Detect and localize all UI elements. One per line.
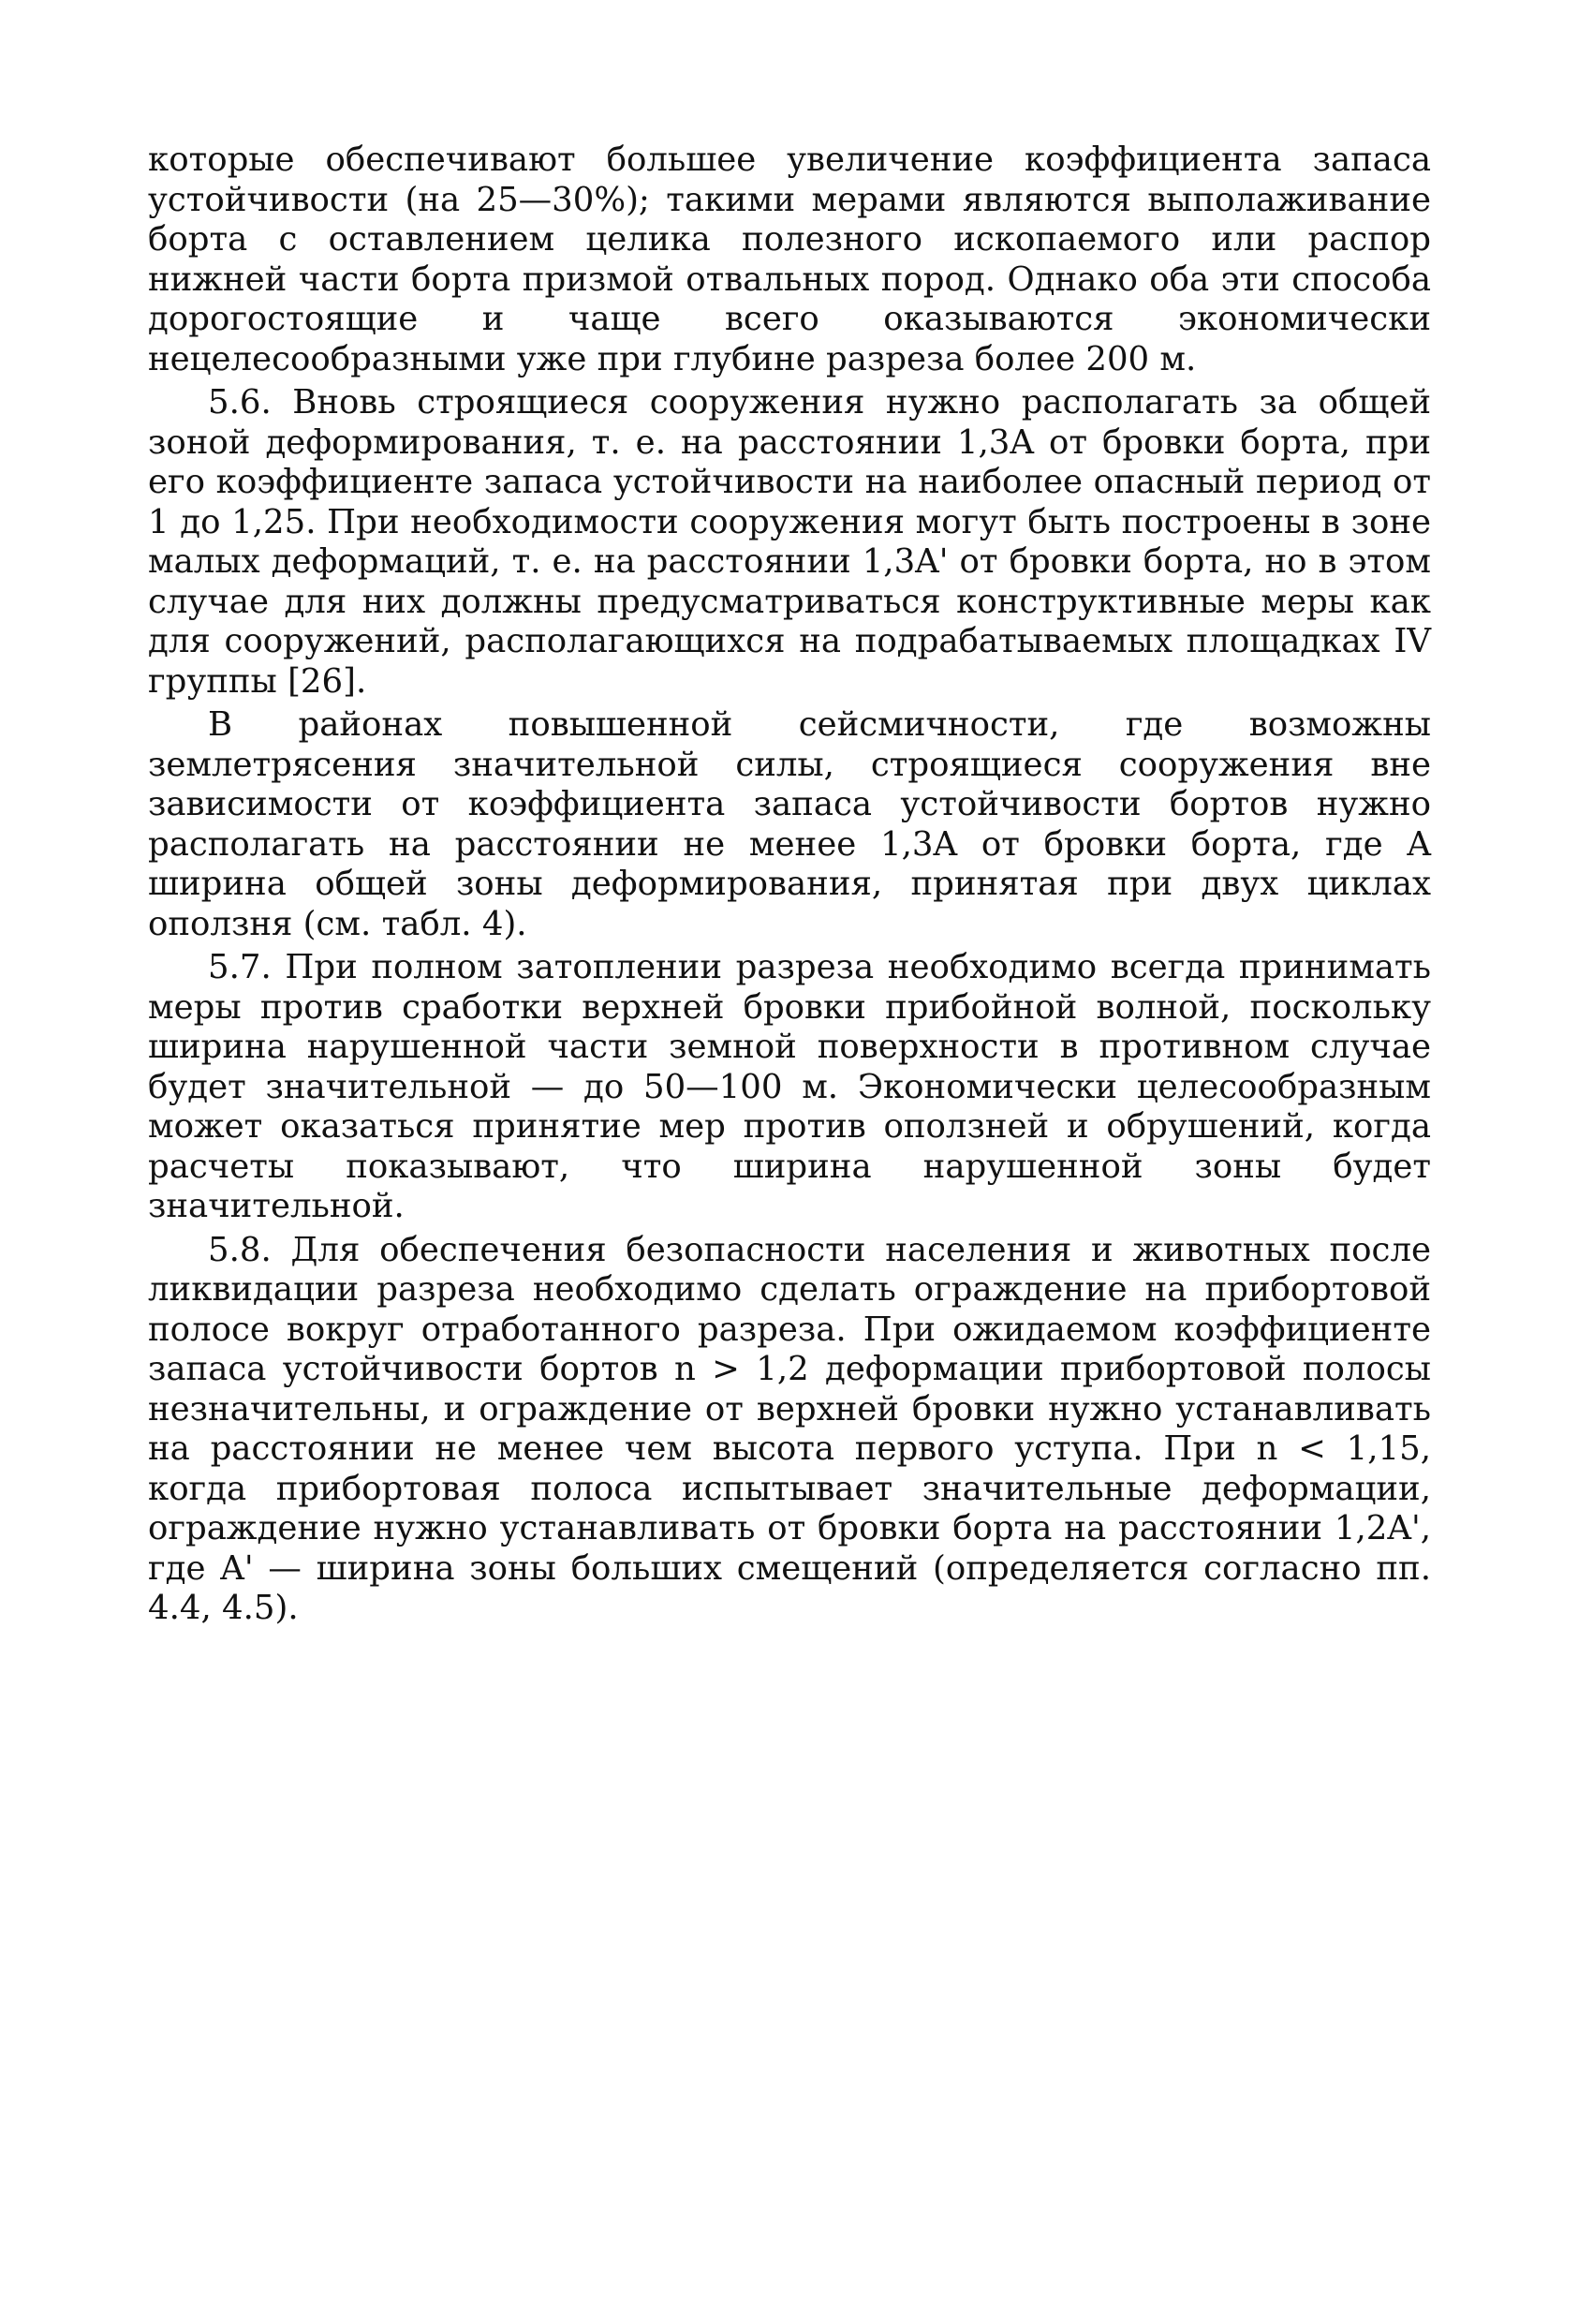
paragraph-5-7: 5.7. При полном затоплении разреза необходимо всегда принимать меры против сработки верхней бровки прибойной волной, поскольку ширина нарушенной части земной поверхности в противном случае будет значительной — до 50—100 м. Экономически целесообразным может оказаться принятие мер против оползней и обрушений, когда расчеты показывают, что ширина нарушенной зоны будет значительной. bbox=[148, 948, 1431, 1225]
paragraph-continuation: которые обеспечивают большее увеличение коэффициента запаса устойчивости (на 25—30%); такими мерами являются выполаживание борта с оставлением целика полезного ископаемого или распор нижней части борта призмой отвальных пород. Однако оба эти способа дорогостоящие и чаще всего оказываются экономически нецелесообразными уже при глубине разреза более 200 м. bbox=[148, 141, 1431, 378]
paragraph-5-6: 5.6. Вновь строящиеся сооружения нужно располагать за общей зоной деформирования, т. е. на расстоянии 1,3A от бровки борта, при его коэффициенте запаса устойчивости на наиболее опасный период от 1 до 1,25. При необходимости сооружения могут быть построены в зоне малых деформаций, т. е. на расстоянии 1,3A' от бровки борта, но в этом случае для них должны предусматриваться конструктивные меры как для сооружений, располагающихся на подрабатываемых площадках IV группы [26]. bbox=[148, 383, 1431, 701]
document-page bbox=[148, 141, 1431, 1629]
paragraph-seismic: В районах повышенной сейсмичности, где возможны землетрясения значительной силы, строящиеся сооружения вне зависимости от коэффициента запаса устойчивости бортов нужно располагать на расстоянии не менее 1,3A от бровки борта, где A ширина общей зоны деформирования, принятая при двух циклах оползня (см. табл. 4). bbox=[148, 705, 1431, 943]
paragraph-5-8: 5.8. Для обеспечения безопасности населения и животных после ликвидации разреза необходимо сделать ограждение на прибортовой полосе вокруг отработанного разреза. При ожидаемом коэффициенте запаса устойчивости бортов n > 1,2 деформации прибортовой полосы незначительны, и ограждение от верхней бровки нужно устанавливать на расстоянии не менее чем высота первого уступа. При n < 1,15, когда прибортовая полоса испытывает значительные деформации, ограждение нужно устанавливать от бровки борта на расстоянии 1,2A', где A' — ширина зоны больших смещений (определяется согласно пп. 4.4, 4.5). bbox=[148, 1230, 1431, 1627]
